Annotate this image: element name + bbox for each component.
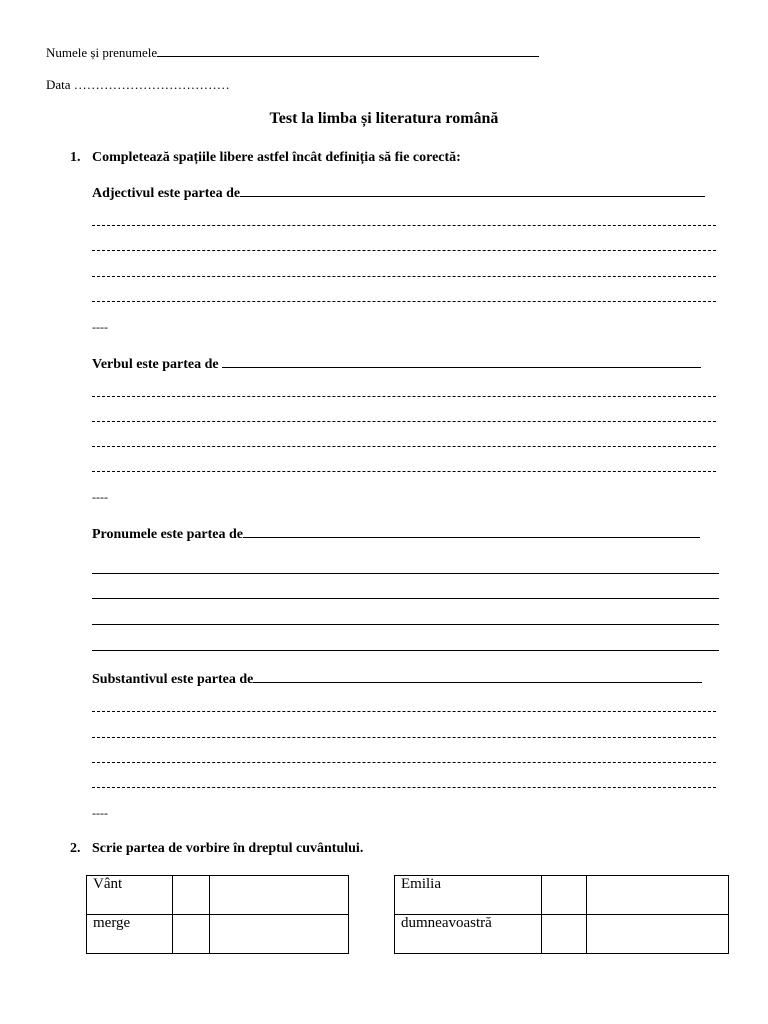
verb-label: Verbul este partea de — [92, 357, 219, 372]
table-row — [87, 915, 349, 954]
pronume-blank[interactable] — [243, 525, 700, 538]
q2-number: 2. — [70, 841, 81, 856]
table-row — [395, 876, 729, 915]
q2-prompt: Scrie partea de vorbire în dreptul cuvântului. — [92, 841, 364, 856]
substantiv-blank[interactable] — [253, 670, 702, 683]
date-label: Data ……………………………… — [46, 77, 230, 92]
answer-line[interactable] — [92, 301, 716, 302]
left-words-table — [86, 875, 349, 954]
answer-cell[interactable] — [210, 876, 349, 915]
word-cell: dumneavoastră — [395, 915, 542, 954]
answer-line[interactable] — [92, 598, 719, 599]
verb-definition-row — [92, 355, 701, 373]
answer-line[interactable] — [92, 737, 716, 738]
answer-line[interactable] — [92, 471, 716, 472]
answer-cell[interactable] — [587, 876, 729, 915]
answer-line[interactable] — [92, 421, 716, 422]
table-row — [395, 915, 729, 954]
page-title: Test la limba și literatura română — [269, 110, 499, 127]
answer-line[interactable] — [92, 396, 716, 397]
word-cell: Emilia — [395, 876, 542, 915]
answer-cell[interactable] — [173, 915, 210, 954]
substantiv-label: Substantivul este partea de — [92, 672, 254, 687]
line-tail: ---- — [92, 320, 108, 334]
answer-line[interactable] — [92, 624, 719, 625]
answer-line[interactable] — [92, 225, 716, 226]
answer-cell[interactable] — [542, 876, 587, 915]
line-tail: ---- — [92, 806, 108, 820]
name-field[interactable] — [157, 44, 539, 57]
answer-cell[interactable] — [542, 915, 587, 954]
word-cell: Vânt — [87, 876, 173, 915]
verb-blank[interactable] — [222, 355, 701, 368]
answer-line[interactable] — [92, 276, 716, 277]
line-tail: ---- — [92, 490, 108, 504]
answer-line[interactable] — [92, 446, 716, 447]
answer-line[interactable] — [92, 787, 716, 788]
answer-line[interactable] — [92, 573, 719, 574]
answer-line[interactable] — [92, 650, 719, 651]
answer-cell[interactable] — [587, 915, 729, 954]
table-row — [87, 876, 349, 915]
pronume-label: Pronumele este partea de — [92, 527, 243, 542]
substantiv-definition-row — [92, 670, 702, 688]
q1-number: 1. — [70, 150, 81, 165]
adjectiv-blank[interactable] — [240, 184, 705, 197]
q1-prompt: Completează spațiile libere astfel încât definiția să fie corectă: — [92, 150, 461, 165]
adjectiv-label: Adjectivul este partea de — [92, 186, 241, 201]
word-cell: merge — [87, 915, 173, 954]
name-label: Numele și prenumele — [46, 45, 158, 60]
pronume-definition-row — [92, 525, 700, 543]
answer-line[interactable] — [92, 762, 716, 763]
name-label-row — [46, 44, 539, 61]
answer-cell[interactable] — [173, 876, 210, 915]
answer-line[interactable] — [92, 711, 716, 712]
adjectiv-definition-row — [92, 184, 705, 202]
right-words-table — [394, 875, 729, 954]
answer-line[interactable] — [92, 250, 716, 251]
answer-cell[interactable] — [210, 915, 349, 954]
